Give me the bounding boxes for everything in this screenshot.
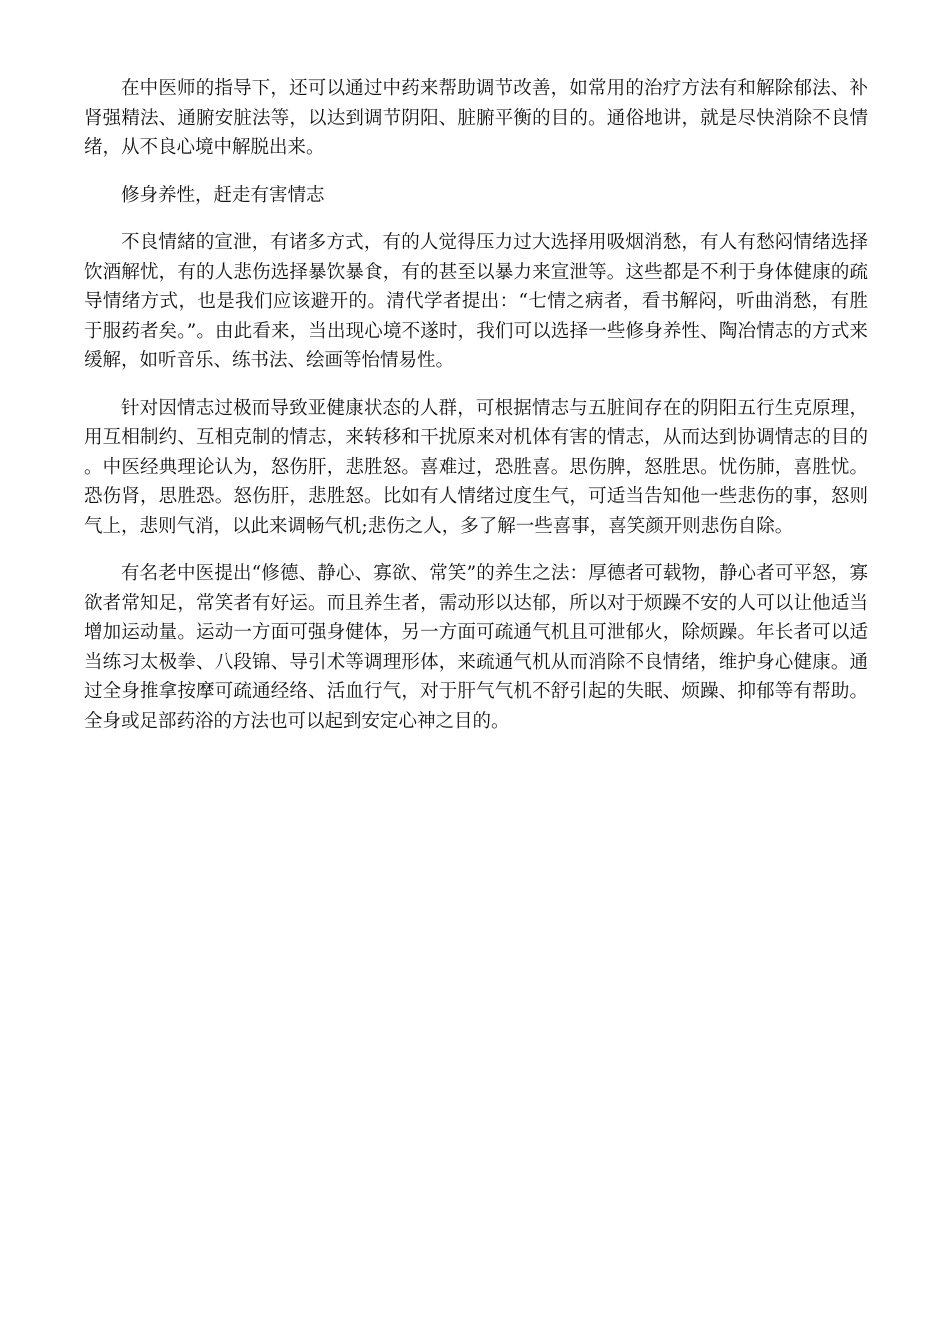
paragraph-herbal-medicine: 在中医师的指导下，还可以通过中药来帮助调节改善，如常用的治疗方法有和解除郁法、补肾强精法、通腑安脏法等，以达到调节阴阳、脏腑平衡的目的。通俗地讲，就是尽快消除不良情绪，从不良心境中解脱出来。 — [84, 78, 868, 158]
paragraph-emotion-counterbalance: 针对因情志过极而导致亚健康状态的人群，可根据情志与五脏间存在的阴阳五行生克原理，用互相制约、互相克制的情志，来转移和干扰原来对机体有害的情志，从而达到协调情志的目的。中医经典理论认为，怒伤肝，悲胜怒。喜难过，恐胜喜。思伤脾，怒胜思。忧伤肺，喜胜忧。恐伤肾，思胜恐。怒伤肝，悲胜怒。比如有人情绪过度生气，可适当告知他一些悲伤的事，怒则气上，悲则气消，以此来调畅气机;悲伤之人，多了解一些喜事，喜笑颜开则悲伤自除。 — [84, 397, 868, 537]
paragraph-health-practices: 有名老中医提出“修德、静心、寡欲、常笑”的养生之法：厚德者可载物，静心者可平怒，寡欲者常知足，常笑者有好运。而且养生者，需动形以达郁，所以对于烦躁不安的人可以让他适当增加运动量。运动一方面可强身健体，另一方面可疏通气机且可泄郁火，除烦躁。年长者可以适当练习太极拳、八段锦、导引术等调理形体，来疏通气机从而消除不良情绪，维护身心健康。通过全身推拿按摩可疏通经络、活血行气，对于肝气气机不舒引起的失眠、烦躁、抑郁等有帮助。全身或足部药浴的方法也可以起到安定心神之目的。 — [84, 563, 868, 732]
document-body — [84, 74, 868, 754]
paragraph-emotional-release: 不良情緒的宣泄，有诸多方式，有的人觉得压力过大选择用吸烟消愁，有人有愁闷情绪选择饮酒解忧，有的人悲伤选择暴饮暴食，有的甚至以暴力来宣泄等。这些都是不利于身体健康的疏导情绪方式，也是我们应该避开的。清代学者提出：“七情之病者，看书解闷，听曲消愁，有胜于服药者矣。”。由此看来，当出现心境不遂时，我们可以选择一些修身养性、陶冶情志的方式来缓解，如听音乐、练书法、绘画等怡情易性。 — [84, 232, 868, 371]
section-heading: 修身养性，赶走有害情志 — [121, 184, 325, 206]
